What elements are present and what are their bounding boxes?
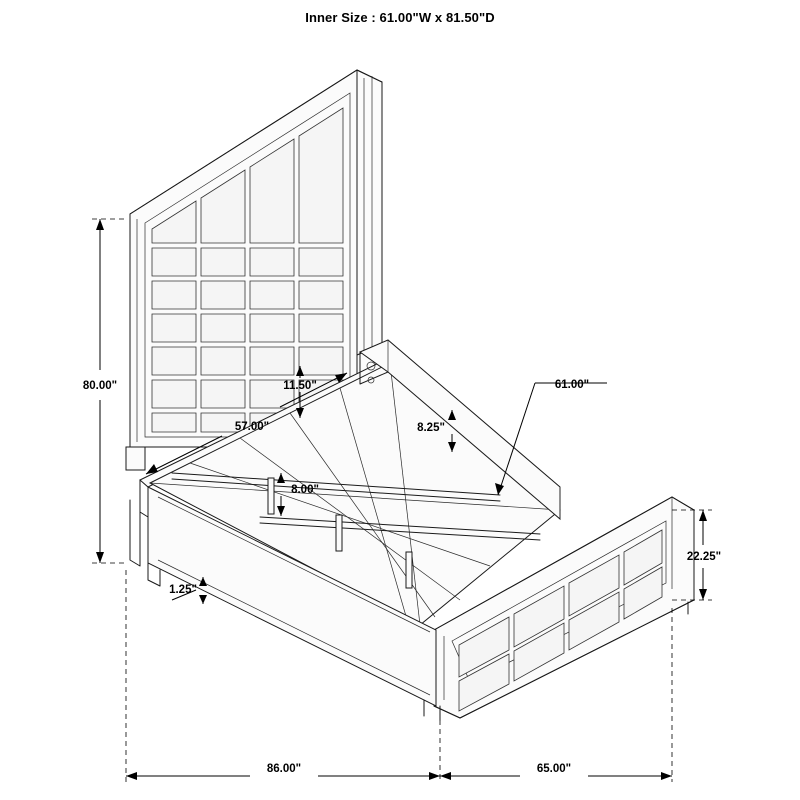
dim-label-leg-clearance: 1.25" <box>169 584 197 596</box>
page-title: Inner Size : 61.00"W x 81.50"D <box>305 10 495 25</box>
dim-label-side-rail-drop: 11.50" <box>283 380 317 392</box>
dim-label-footboard-height: 22.25" <box>686 551 722 563</box>
bed-drawing <box>126 70 694 720</box>
dim-label-overall-depth: 86.00" <box>266 763 302 775</box>
dim-label-inner-width: 61.00" <box>554 379 590 391</box>
dim-label-headboard-width: 57.00" <box>234 421 270 433</box>
dim-label-overall-width: 65.00" <box>536 763 572 775</box>
dim-label-headboard-height: 80.00" <box>82 380 118 392</box>
dim-label-rail-height: 8.25" <box>417 422 445 434</box>
dim-label-slat-clearance: 8.00" <box>291 484 319 496</box>
